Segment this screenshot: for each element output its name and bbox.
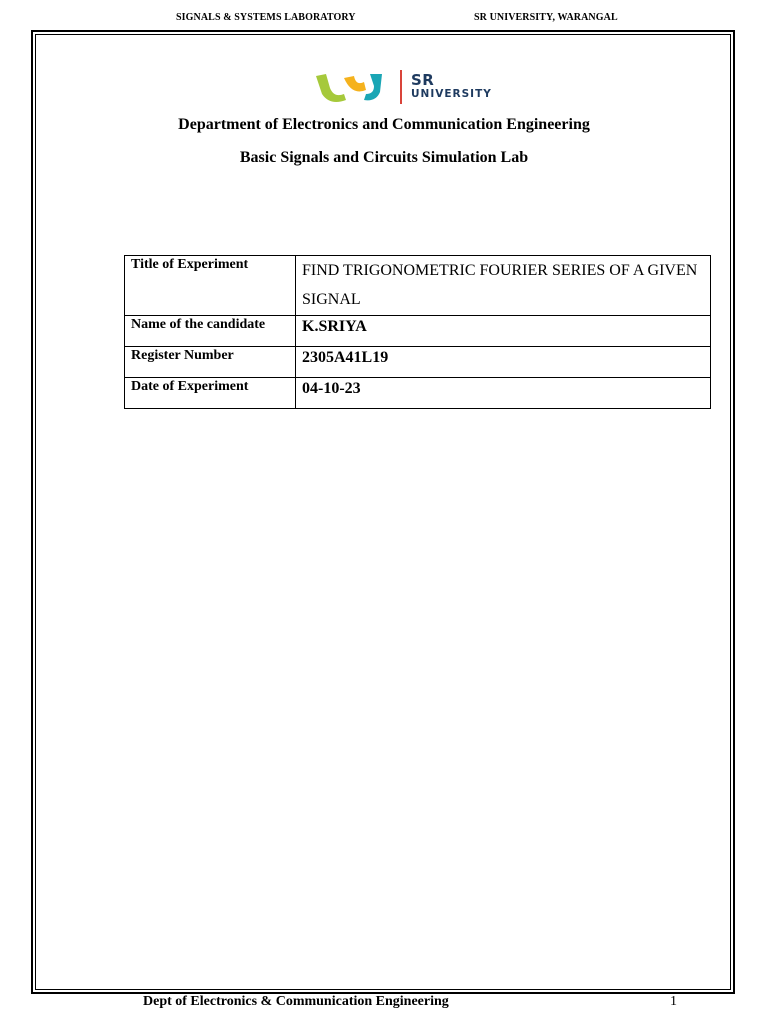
logo-text-sr: SR [411, 71, 435, 89]
running-header-left: SIGNALS & SYSTEMS LABORATORY [176, 12, 356, 23]
page-border-inner [35, 34, 731, 990]
logo-text-university: UNIVERSITY [411, 88, 492, 100]
logo-green-mark [316, 74, 346, 102]
logo-divider [400, 70, 402, 104]
lab-heading: Basic Signals and Circuits Simulation Lab [239, 149, 529, 166]
row-label: Title of Experiment [125, 256, 296, 316]
row-label: Date of Experiment [125, 378, 296, 409]
table-row [125, 316, 711, 347]
logo-yellow-mark [344, 76, 366, 92]
page-number: 1 [670, 994, 677, 1009]
department-heading: Department of Electronics and Communication Engineering [178, 116, 590, 133]
logo-teal-mark [364, 74, 382, 100]
table-row [125, 256, 711, 316]
running-header-right: SR UNIVERSITY, WARANGAL [474, 12, 618, 23]
row-value: 04-10-23 [296, 378, 711, 409]
row-label: Register Number [125, 347, 296, 378]
table-row [125, 347, 711, 378]
experiment-info-table [124, 255, 711, 409]
row-value: 2305A41L19 [296, 347, 711, 378]
row-label: Name of the candidate [125, 316, 296, 347]
row-value: FIND TRIGONOMETRIC FOURIER SERIES OF A GIVEN SIGNAL [296, 256, 711, 316]
footer-department: Dept of Electronics & Communication Engineering [143, 994, 449, 1009]
table-row [125, 378, 711, 409]
row-value: K.SRIYA [296, 316, 711, 347]
